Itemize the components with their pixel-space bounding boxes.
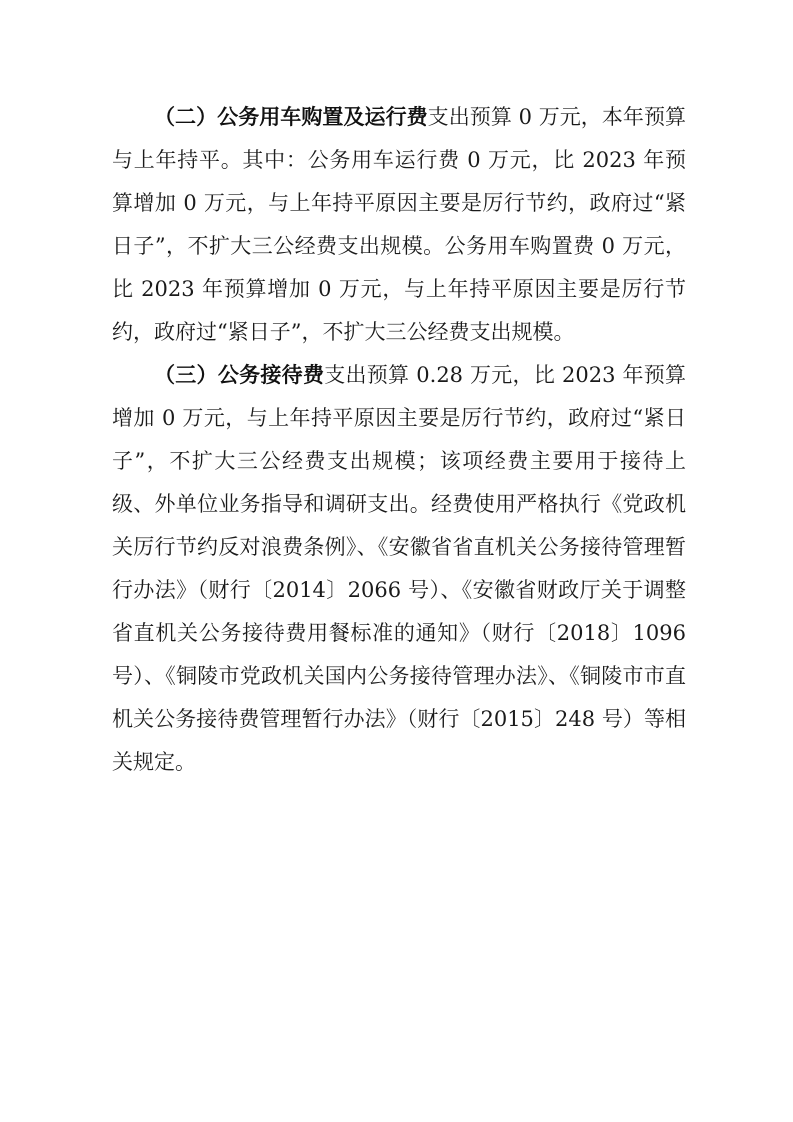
paragraph-text-reception: 支出预算 0.28 万元，比 2023 年预算增加 0 万元，与上年持平原因主要是厉行节约，政府过“紧日子”，不扩大三公经费支出规模；该项经费主要用于接待上级、外单位业务指导和调研支出。经费使用严格执行《党政机关厉行节约反对浪费条例》、《安徽省省直机关公务接待管理暂行办法》（财行〔2014〕2066 号）、《安徽省财政厅关于调整省直机关公务接待费用餐标准的通知》（财行〔2018〕1096 号）、《铜陵市党政机关国内公务接待管理办法》、《铜陵市市直机关公务接待费管理暂行办法》（财行〔2015〕248 号）等相关规定。 — [112, 363, 686, 774]
paragraph-text-vehicle: 支出预算 0 万元，本年预算与上年持平。其中：公务用车运行费 0 万元，比 2023 年预算增加 0 万元，与上年持平原因主要是厉行节约，政府过“紧日子”，不扩大三公经费支出规模。公务用车购置费 0 万元，比 2023 年预算增加 0 万元，与上年持平原因主要是厉行节约，政府过“紧日子”，不扩大三公经费支出规模。 — [112, 105, 686, 344]
section-heading-vehicle: （二）公务用车购置及运行费 — [154, 105, 428, 129]
section-heading-reception: （三）公务接待费 — [154, 363, 325, 387]
paragraph-reception-expenses — [112, 354, 686, 784]
paragraph-vehicle-expenses — [112, 96, 686, 354]
document-body — [112, 96, 686, 784]
